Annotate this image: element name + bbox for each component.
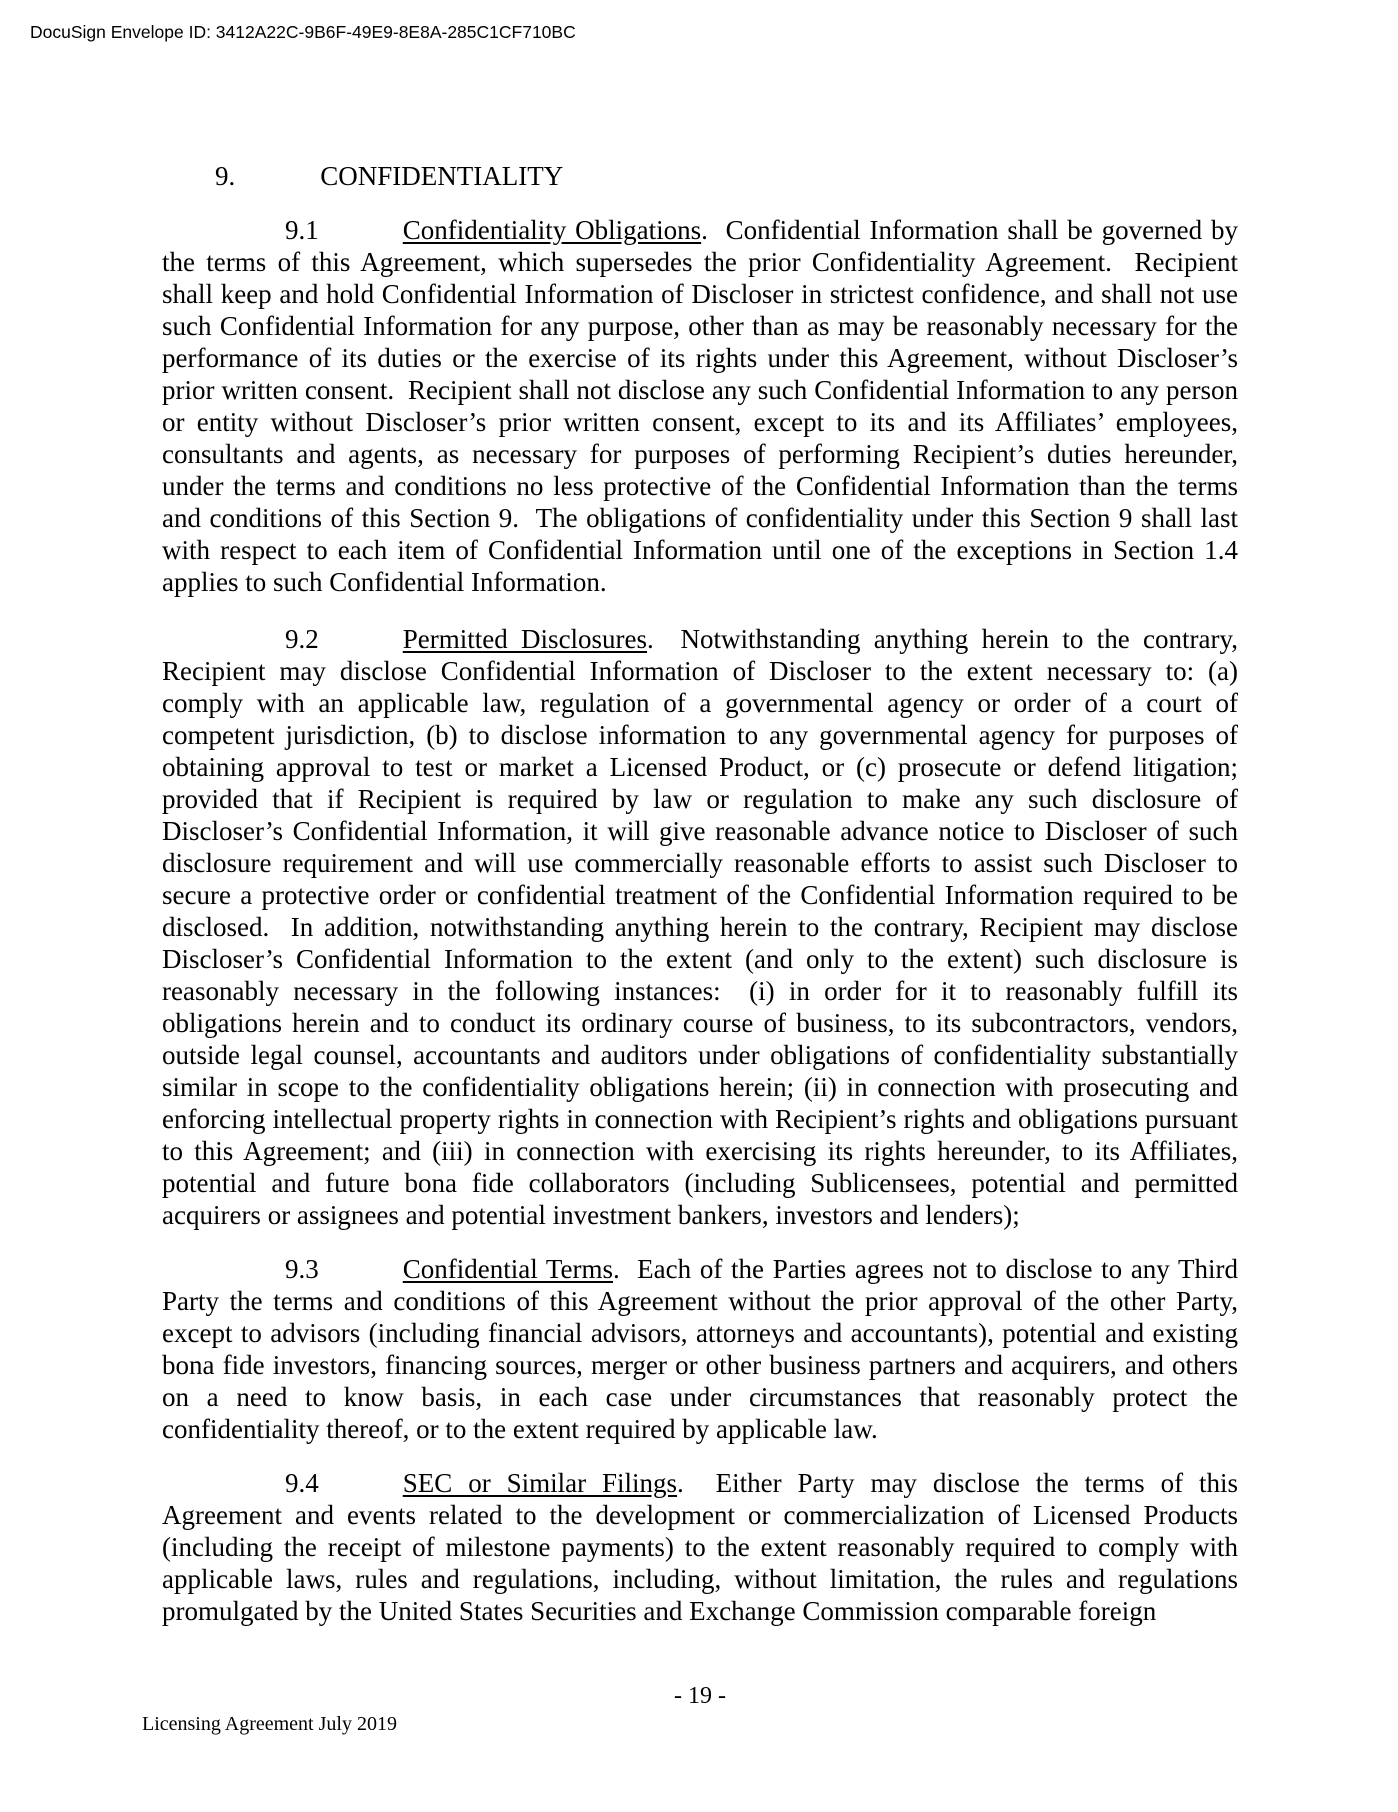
paragraph-heading: Permitted Disclosures	[402, 624, 648, 654]
paragraph-number: 9.1	[285, 215, 319, 245]
footer-document-label: Licensing Agreement July 2019	[142, 1713, 397, 1735]
paragraph-number: 9.3	[285, 1254, 319, 1284]
paragraph-9-4	[162, 1467, 1238, 1627]
section-heading	[215, 160, 563, 192]
paragraph-number: 9.2	[285, 624, 319, 654]
paragraph-9-1	[162, 214, 1238, 598]
paragraph-number: 9.4	[285, 1468, 319, 1498]
page-number: - 19 -	[674, 1683, 726, 1709]
paragraph-9-3	[162, 1253, 1238, 1445]
paragraph-body: . Notwithstanding anything herein to the contrary, Recipient may disclose Confidential Information of Discloser to the extent necessary to: (a) comply with an applicable law, regulation of a governmental agency or order of a court of competent jurisdiction, (b) to disclose information to any governmental agency for purposes of obtaining approval to test or market a Licensed Product, or (c) prosecute or defend litigation; provided that if Recipient is required by law or regulation to make any such disclosure of Discloser’s Confidential Information, it will give reasonable advance notice to Discloser of such disclosure requirement and will use commercially reasonable efforts to assist such Discloser to secure a protective order or confidential treatment of the Confidential Information required to be disclosed. In addition, notwithstanding anything herein to the contrary, Recipient may disclose Discloser’s Confidential Information to the extent (and only to the extent) such disclosure is reasonably necessary in the following instances: (i) in order for it to reasonably fulfill its obligations herein and to conduct its ordinary course of business, to its subcontractors, vendors, outside legal counsel, accountants and auditors under obligations of confidentiality substantially similar in scope to the confidentiality obligations herein; (ii) in connection with prosecuting and enforcing intellectual property rights in connection with Recipient’s rights and obligations pursuant to this Agreement; and (iii) in connection with exercising its rights hereunder, to its Affiliates, potential and future bona fide collaborators (including Sublicensees, potential and permitted acquirers or assignees and potential investment bankers, investors and lenders);	[162, 624, 1238, 1230]
docusign-envelope-id: DocuSign Envelope ID: 3412A22C-9B6F-49E9-8E8A-285C1CF710BC	[30, 22, 576, 42]
paragraph-body: . Each of the Parties agrees not to disclose to any Third Party the terms and conditions of this Agreement without the prior approval of the other Party, except to advisors (including financial advisors, attorneys and accountants), potential and existing bona fide investors, financing sources, merger or other business partners and acquirers, and others on a need to know basis, in each case under circumstances that reasonably protect the confidentiality thereof, or to the extent required by applicable law.	[162, 1254, 1239, 1444]
paragraph-heading: SEC or Similar Filings	[402, 1468, 678, 1498]
paragraph-9-2	[162, 623, 1238, 1231]
paragraph-heading: Confidential Terms	[402, 1254, 614, 1284]
section-number: 9.	[215, 161, 236, 191]
paragraph-body: . Confidential Information shall be governed by the terms of this Agreement, which supersedes the prior Confidentiality Agreement. Recipient shall keep and hold Confidential Information of Discloser in strictest confidence, and shall not use such Confidential Information for any purpose, other than as may be reasonably necessary for the performance of its duties or the exercise of its rights under this Agreement, without Discloser’s prior written consent. Recipient shall not disclose any such Confidential Information to any person or entity without Discloser’s prior written consent, except to its and its Affiliates’ employees, consultants and agents, as necessary for purposes of performing Recipient’s duties hereunder, under the terms and conditions no less protective of the Confidential Information than the terms and conditions of this Section 9. The obligations of confidentiality under this Section 9 shall last with respect to each item of Confidential Information until one of the exceptions in Section 1.4 applies to such Confidential Information.	[162, 215, 1238, 597]
paragraph-heading: Confidentiality Obligations	[402, 215, 702, 245]
paragraph-body: . Either Party may disclose the terms of this Agreement and events related to the development or commercialization of Licensed Products (including the receipt of milestone payments) to the extent reasonably required to comply with applicable laws, rules and regulations, including, without limitation, the rules and regulations promulgated by the United States Securities and Exchange Commission comparable foreign	[162, 1468, 1238, 1626]
section-title: CONFIDENTIALITY	[320, 161, 564, 191]
